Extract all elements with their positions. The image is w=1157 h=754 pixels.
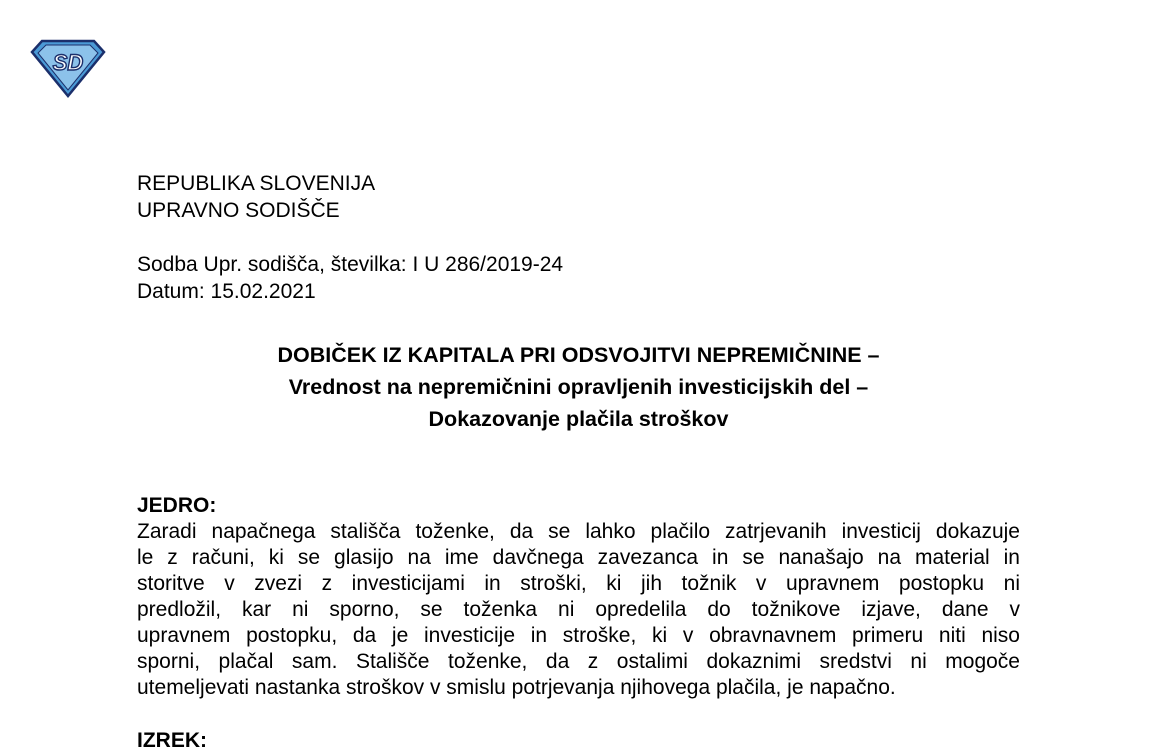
jedro-line-6: sporni, plačal sam. Stališče toženke, da z ostalimi dokaznimi sredstvi ni mogoče	[137, 650, 1020, 673]
document-body	[137, 170, 1020, 754]
jedro-line-2: le z računi, ki se glasijo na ime davčnega zavezanca in se nanašajo na material in	[137, 546, 1020, 569]
header-court: UPRAVNO SODIŠČE	[137, 199, 340, 222]
jedro-line-7: utemeljevati nastanka stroškov v smislu potrjevanja njihovega plačila, je napačno.	[137, 676, 896, 699]
jedro-line-4: predložil, kar ni sporno, se toženka ni opredelila do tožnikove izjave, dane v	[137, 598, 1020, 621]
case-date: Datum: 15.02.2021	[137, 280, 316, 303]
jedro-paragraph	[137, 519, 1020, 701]
izrek-heading: IZREK:	[137, 729, 207, 752]
jedro-line-1: Zaradi napačnega stališča toženke, da se lahko plačilo zatrjevanih investicij dokazuje	[137, 520, 1020, 543]
svg-text:SD: SD	[52, 50, 84, 75]
title-line-2: Vrednost na nepremičnini opravljenih investicijskih del –	[288, 375, 869, 399]
case-reference: Sodba Upr. sodišča, številka: I U 286/2019-24	[137, 253, 564, 276]
court-logo-icon	[28, 38, 108, 100]
jedro-heading: JEDRO:	[137, 494, 217, 517]
jedro-line-5: upravnem postopku, da je investicije in stroške, ki v obravnavnem primeru niti niso	[137, 624, 1020, 647]
jedro-line-3: storitve v zvezi z investicijami in stroški, ki jih tožnik v upravnem postopku ni	[137, 572, 1020, 595]
title-line-3: Dokazovanje plačila stroškov	[428, 407, 729, 431]
document-title	[137, 339, 1020, 435]
title-line-1: DOBIČEK IZ KAPITALA PRI ODSVOJITVI NEPREMIČNINE –	[277, 343, 880, 367]
header-country: REPUBLIKA SLOVENIJA	[137, 172, 376, 195]
